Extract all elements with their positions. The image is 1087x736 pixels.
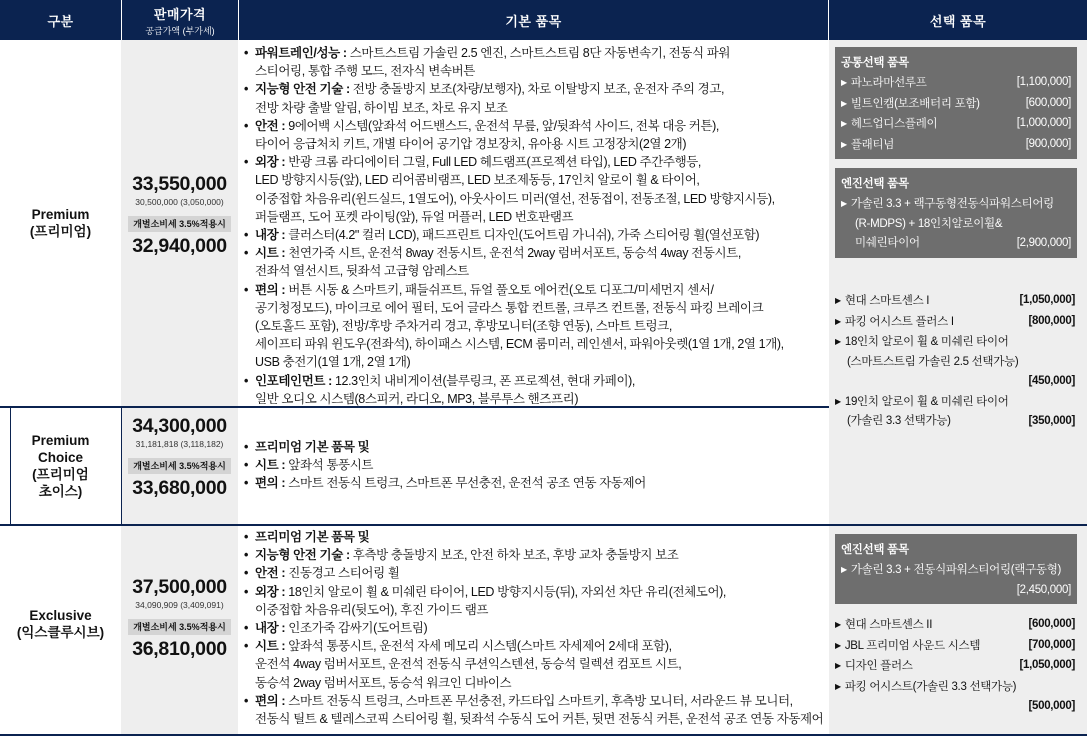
option-box-common — [835, 47, 1077, 159]
option-item: ▶ 파노라마선루프 [1,100,000] — [841, 76, 1071, 89]
triangle-right-icon: ▶ — [835, 681, 841, 691]
triangle-right-icon: ▶ — [841, 139, 847, 149]
price-main: 33,550,000 — [132, 173, 227, 195]
price-main: 34,300,000 — [132, 415, 227, 437]
option-list-exclusive — [835, 615, 1075, 717]
feature-item: • 안전 : 진동경고 스티어링 휠 — [243, 564, 828, 582]
option-box-engine — [835, 168, 1077, 258]
features-choice — [243, 438, 828, 493]
trim-name-premium — [0, 40, 121, 406]
triangle-right-icon: ▶ — [835, 296, 841, 305]
trim-name-choice: Premium Choice (프리미엄 초이스) — [31, 433, 90, 499]
feature-item: • 파워트레인/성능 : 스마트스트림 가솔린 2.5 엔진, 스마트스트림 8단 자동변속기, 전동식 파워 스티어링, 통합 주행 모드, 전자식 변속버튼 — [243, 44, 828, 80]
option-box-engine-exclusive — [835, 534, 1077, 604]
header-options-label: 선택 품목 — [929, 13, 987, 29]
triangle-right-icon: ▶ — [841, 199, 847, 208]
feature-item: • 외장 : 18인치 알로이 휠 & 미쉐린 타이어, LED 방향지시등(뒤), 자외선 차단 유리(전체도어), 이중접합 차음유리(뒷도어), 후진 가이드 램프 — [243, 583, 828, 619]
triangle-right-icon: ▶ — [835, 640, 841, 650]
option-item: ▶ 가솔린 3.3 + 랙구동형전동식파워스티어링 (R-MDPS) + 18인치알로이휠& 미쉐린타이어 [2,900,000] — [841, 198, 1071, 249]
option-item: ▶ 헤드업디스플레이 [1,000,000] — [841, 117, 1071, 130]
feature-item: • 편의 : 버튼 시동 & 스마트키, 패들쉬프트, 듀얼 풀오토 에어컨(오토 디포그/미세먼지 센서/ 공기청정모드), 마이크로 에어 필터, 도어 글라스 통합 컨트롤, 크루즈 컨트롤, 전동식 파킹 브레이크 (오토홀드 포함), 전방/후방 주차거리 경고, 후방모니터(조향 연동), 스마트 트렁크, 세이프티 파워 윈도우(전좌석), 하이패스 시스템, ECM 룸미러, 레인센서, 파워아웃렛(1열 1개, 2열 1개), USB 충전기(1열 1개, 2열 1개) — [243, 281, 828, 372]
header-price-sub: 공급가액 (부가세) — [145, 25, 215, 36]
feature-item: • 지능형 안전 기술 : 후측방 충돌방지 보조, 안전 하차 보조, 후방 교차 충돌방지 보조 — [243, 546, 828, 564]
trim-name-ko: (프리미엄) — [29, 224, 92, 239]
triangle-right-icon: ▶ — [841, 565, 847, 574]
feature-item: • 안전 : 9에어백 시스템(앞좌석 어드밴스드, 운전석 무릎, 앞/뒷좌석 사이드, 전복 대응 커튼), 타이어 응급처치 키트, 개별 타이어 공기압 경보장치, 유아용 시트 고정장치(2열 2개) — [243, 117, 828, 153]
feature-item: • 내장 : 클러스터(4.2" 컬러 LCD), 패드프린트 디자인(도어트림 가니쉬), 가죽 스티어링 휠(열선포함) — [243, 226, 828, 244]
triangle-right-icon: ▶ — [841, 98, 847, 108]
feature-item: • 시트 : 앞좌석 통풍시트 — [243, 456, 828, 474]
price-box-choice — [121, 414, 238, 500]
feature-item: • 편의 : 스마트 전동식 트렁크, 스마트폰 무선충전, 카드타입 스마트키, 후측방 모니터, 서라운드 뷰 모니터, 전동식 틸트 & 텔레스코픽 스티어링 휠, 뒷좌석 수동식 도어 커튼, 뒷면 전동식 커튼, 운전석 공조 연동 자동제어 — [243, 692, 828, 728]
header-options — [829, 0, 1087, 40]
header-price — [122, 0, 238, 40]
header-basic-label: 기본 품목 — [505, 13, 562, 29]
feature-item: • 인포테인먼트 : 12.3인치 내비게이션(블루링크, 폰 프로젝션, 현대 카페이), 일반 오디오 시스템(8스피커, 라디오, MP3, 블루투스 핸즈프리) — [243, 372, 828, 408]
feature-item: • 프리미엄 기본 품목 및 — [243, 438, 828, 456]
header-basic — [239, 0, 828, 40]
trim-name-exclusive: Exclusive (익스클루시브) — [16, 608, 105, 640]
feature-item: • 외장 : 반광 크롬 라디에이터 그릴, Full LED 헤드램프(프로젝션 타입), LED 주간주행등, LED 방향지시등(앞), LED 리어콤비램프, LED 보조제동등, 17인치 알로이 휠 & 타이어, 이중접합 차음유리(윈드실드, 1열도어), 아웃사이드 미러(열선, 전동접이, 전동조절, LED 방향지시등), 퍼들램프, 도어 포켓 라이팅(앞), 듀얼 머플러, LED 번호판램프 — [243, 153, 828, 226]
tax-tag: 개별소비세 3.5%적용시 — [128, 458, 231, 474]
option-item: ▶ 19인치 알로이 휠 & 미쉐린 타이어 (가솔린 3.3 선택가능) [350,000] — [835, 395, 1075, 427]
price-sub: 31,181,818 (3,118,182) — [135, 439, 224, 449]
feature-item: • 프리미엄 기본 품목 및 — [243, 528, 828, 546]
tax-tag: 개별소비세 3.5%적용시 — [128, 619, 231, 635]
option-item: ▶ JBL 프리미엄 사운드 시스템 [700,000] — [835, 638, 1075, 652]
feature-item: • 시트 : 천연가죽 시트, 운전석 8way 전동시트, 운전석 2way 럼버서포트, 동승석 4way 전동시트, 전좌석 열선시트, 뒷좌석 고급형 암레스트 — [243, 244, 828, 280]
triangle-right-icon: ▶ — [841, 78, 847, 87]
features-premium — [243, 44, 828, 408]
triangle-right-icon: ▶ — [835, 661, 841, 670]
price-sub: 34,090,909 (3,409,091) — [135, 600, 224, 610]
option-item: ▶ 파킹 어시스트 플러스 I [800,000] — [835, 314, 1075, 328]
triangle-right-icon: ▶ — [835, 337, 841, 346]
option-item: ▶ 플래티넘 [900,000] — [841, 137, 1071, 151]
price-tax: 32,940,000 — [132, 235, 227, 257]
triangle-right-icon: ▶ — [835, 620, 841, 629]
option-item: ▶ 현대 스마트센스 I [1,050,000] — [835, 294, 1075, 307]
price-tax: 36,810,000 — [132, 638, 227, 660]
price-tax: 33,680,000 — [132, 477, 227, 499]
header-gubun-label: 구분 — [47, 13, 74, 29]
option-item: ▶ 디자인 플러스 [1,050,000] — [835, 659, 1075, 672]
price-box-exclusive — [121, 575, 238, 661]
price-box-premium — [121, 172, 238, 258]
price-main: 37,500,000 — [132, 576, 227, 598]
feature-item: • 지능형 안전 기술 : 전방 충돌방지 보조(차량/보행자), 차로 이탈방지 보조, 운전자 주의 경고, 전방 차량 출발 알림, 하이빔 보조, 차로 유지 보조 — [243, 80, 828, 116]
header-price-label: 판매가격 — [153, 6, 207, 22]
option-item: ▶ 현대 스마트센스 II [600,000] — [835, 618, 1075, 631]
tax-tag: 개별소비세 3.5%적용시 — [128, 216, 231, 232]
option-box-title: 엔진선택 품목 — [841, 544, 909, 556]
option-item: ▶ 가솔린 3.3 + 전동식파워스티어링(랙구동형) [2,450,000] — [841, 564, 1071, 596]
triangle-right-icon: ▶ — [841, 119, 847, 128]
trim-name-en: Premium — [31, 207, 90, 222]
option-item: ▶ 18인치 알로이 휠 & 미쉐린 타이어 (스마트스트림 가솔린 2.5 선택가능) [450,000] — [835, 336, 1075, 387]
option-box-title: 엔진선택 품목 — [841, 178, 909, 190]
option-item: ▶ 파킹 어시스트(가솔린 3.3 선택가능) [500,000] — [835, 680, 1075, 712]
option-box-title: 공통선택 품목 — [841, 57, 909, 69]
header-gubun — [0, 0, 121, 40]
feature-item: • 시트 : 앞좌석 통풍시트, 운전석 자세 메모리 시스템(스마트 자세제어 2세대 포함), 운전석 4way 럼버서포트, 운전석 전동식 쿠션익스텐션, 동승석 릴렉션 컴포트 시트, 동승석 2way 럼버서포트, 동승석 워크인 디바이스 — [243, 637, 828, 692]
triangle-right-icon: ▶ — [835, 396, 841, 406]
price-sub: 30,500,000 (3,050,000) — [135, 197, 224, 207]
triangle-right-icon: ▶ — [835, 316, 841, 326]
option-item: ▶ 빌트인캠(보조배터리 포함) [600,000] — [841, 96, 1071, 110]
feature-item: • 편의 : 스마트 전동식 트렁크, 스마트폰 무선충전, 운전석 공조 연동 자동제어 — [243, 474, 828, 492]
option-list-premium — [835, 291, 1075, 432]
feature-item: • 내장 : 인조가죽 감싸기(도어트림) — [243, 619, 828, 637]
features-exclusive — [243, 528, 828, 728]
